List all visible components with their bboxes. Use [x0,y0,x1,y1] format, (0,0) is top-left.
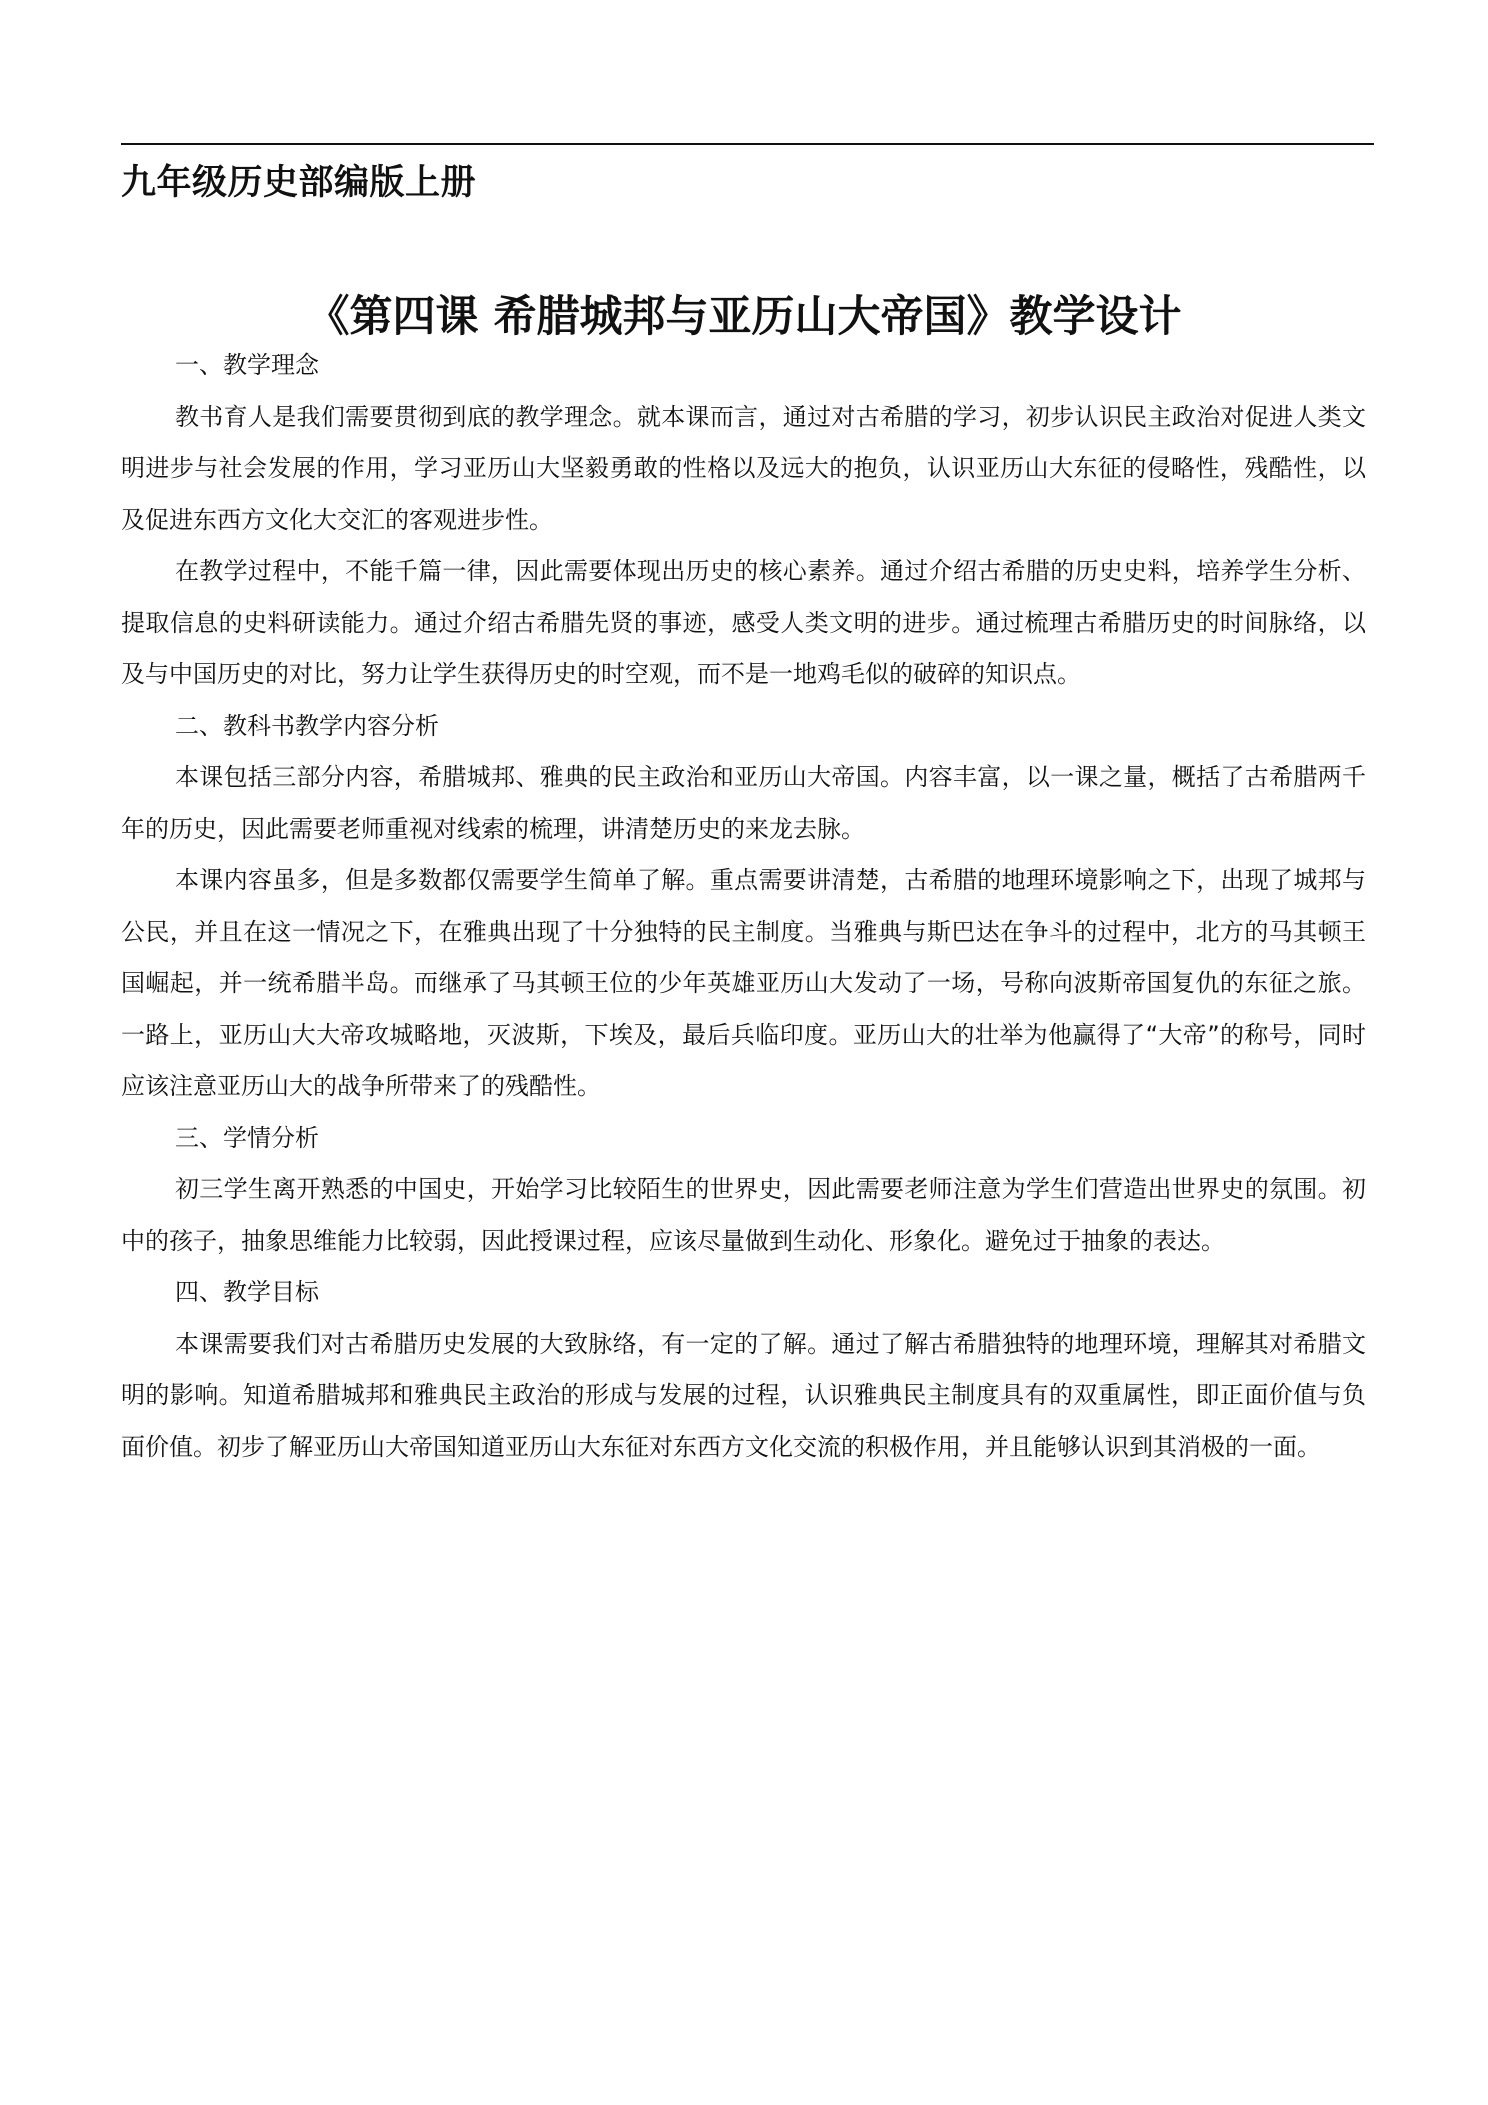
paragraph: 本课包括三部分内容，希腊城邦、雅典的民主政治和亚历山大帝国。内容丰富，以一课之量，概括了古希腊两千年的历史，因此需要老师重视对线索的梳理，讲清楚历史的来龙去脉。 [121,763,1366,843]
document-title: 《第四课 希腊城邦与亚历山大帝国》教学设计 [306,291,1182,342]
paragraph: 教书育人是我们需要贯彻到底的教学理念。就本课而言，通过对古希腊的学习，初步认识民主政治对促进人类文明进步与社会发展的作用，学习亚历山大坚毅勇敢的性格以及远大的抱负，认识亚历山大东征的侵略性，残酷性，以及促进东西方文化大交汇的客观进步性。 [121,402,1366,534]
section-heading: 一、教学理念 [175,351,319,379]
header-label: 九年级历史部编版上册 [121,163,477,203]
section-textbook-analysis [121,701,1366,1113]
section-heading: 四、教学目标 [175,1278,319,1306]
paragraph: 本课需要我们对古希腊历史发展的大致脉络，有一定的了解。通过了解古希腊独特的地理环境，理解其对希腊文明的影响。知道希腊城邦和雅典民主政治的形成与发展的过程，认识雅典民主制度具有的双重属性，即正面价值与负面价值。初步了解亚历山大帝国知道亚历山大东征对东西方文化交流的积极作用，并且能够认识到其消极的一面。 [121,1329,1366,1461]
section-teaching-philosophy [121,340,1366,701]
paragraph: 在教学过程中，不能千篇一律，因此需要体现出历史的核心素养。通过介绍古希腊的历史史料，培养学生分析、提取信息的史料研读能力。通过介绍古希腊先贤的事迹，感受人类文明的进步。通过梳理古希腊历史的时间脉络，以及与中国历史的对比，努力让学生获得历史的时空观，而不是一地鸡毛似的破碎的知识点。 [121,557,1366,688]
section-heading: 三、学情分析 [175,1123,319,1152]
section-student-analysis [121,1113,1366,1268]
section-heading: 二、教科书教学内容分析 [175,711,439,740]
paragraph: 初三学生离开熟悉的中国史，开始学习比较陌生的世界史，因此需要老师注意为学生们营造出世界史的氛围。初中的孩子，抽象思维能力比较弱，因此授课过程，应该尽量做到生动化、形象化。避免过于抽象的表达。 [121,1175,1366,1255]
paragraph: 本课内容虽多，但是多数都仅需要学生简单了解。重点需要讲清楚，古希腊的地理环境影响之下，出现了城邦与公民，并且在这一情况之下，在雅典出现了十分独特的民主制度。当雅典与斯巴达在争斗的过程中，北方的马其顿王国崛起，并一统希腊半岛。而继承了马其顿王位的少年英雄亚历山大发动了一场，号称向波斯帝国复仇的东征之旅。一路上，亚历山大大帝攻城略地，灭波斯，下埃及，最后兵临印度。亚历山大的壮举为他赢得了“大帝”的称号，同时应该注意亚历山大的战争所带来了的残酷性。 [121,866,1366,1100]
section-teaching-objectives [121,1267,1366,1473]
document-body [121,340,1366,1473]
header-divider [121,143,1374,145]
